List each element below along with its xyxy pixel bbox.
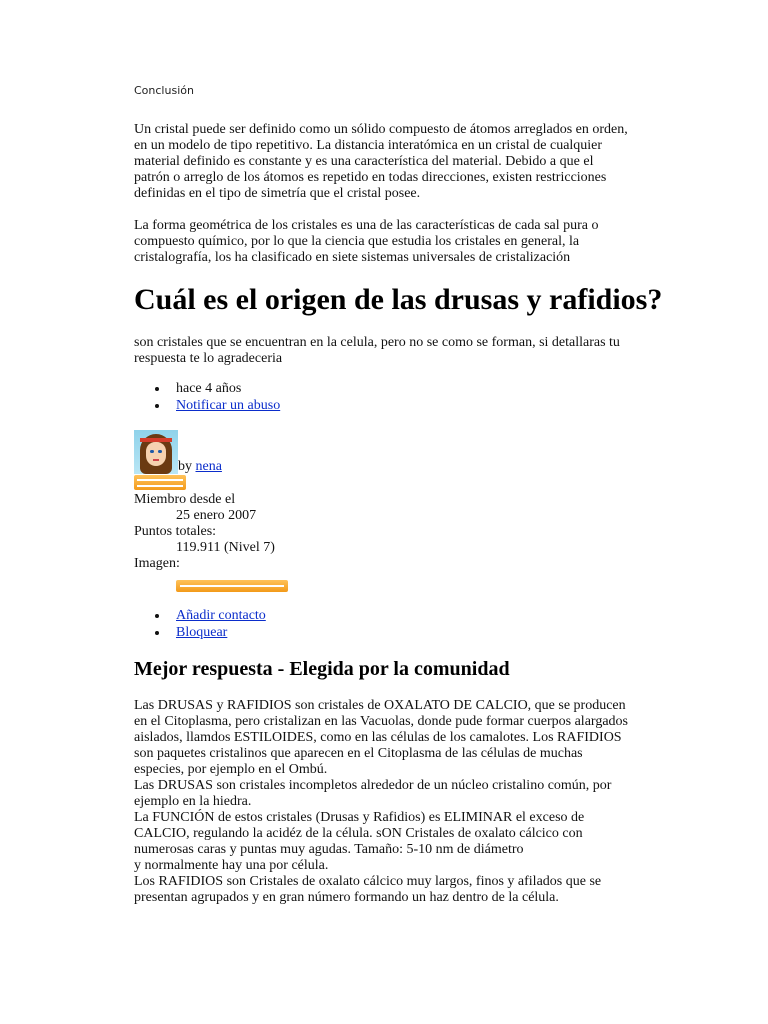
badge-stripe [137, 485, 183, 487]
avatar-face [146, 442, 166, 466]
author-profile [134, 492, 534, 572]
points-value: 119.911 (Nivel 7) [176, 540, 275, 555]
member-since-value: 25 enero 2007 [176, 508, 257, 523]
conclusion-paragraph-2: La forma geométrica de los cristales es una de las características de cada sal pura o compuesto químico, por lo que la ciencia que estudia los cristales en general, la cristalografía, los ha clasificado en siete sistemas universales de cristalización [134, 218, 599, 265]
time-ago [134, 380, 634, 397]
add-contact-link[interactable]: Añadir contacto [176, 608, 266, 623]
author-avatar[interactable] [134, 430, 178, 474]
conclusion-heading: Conclusión [134, 84, 194, 97]
best-answer-body: Las DRUSAS y RAFIDIOS son cristales de OXALATO DE CALCIO, que se producen en el Citoplasma, pero cristalizan en las Vacuolas, donde pude formar cuerpos alargados aislados, llamdos ESTILOIDES, como en las células de los camalotes. Los RAFIDIOS son paquetes cristalinos que aparecen en el Citoplasma de las células de muchas especies, por ejemplo en el Ombú. Las DRUSAS son cristales incompletos alrededor de un núcleo cristalino común, por ejemplo en la hiedra. La FUNCIÓN de estos cristales (Drusas y Rafidios) es ELIMINAR el exceso de CALCIO, regulando la acidéz de la célula. sON Cristales de oxalato cálcico con numerosas caras y puntas muy agudas. Tamaño: 5-10 nm de diámetro y normalmente hay una por célula. Los RAFIDIOS son Cristales de oxalato cálcico muy largos, finos y afilados que se presentan agrupados y en gran número formando un haz dentro de la célula. [134, 698, 628, 905]
question-body: son cristales que se encuentran en la celula, pero no se como se forman, si detallaras tu respuesta te lo agradeceria [134, 335, 620, 366]
avatar-lips [153, 459, 159, 461]
action-item [134, 624, 634, 641]
best-answer-title: Mejor respuesta - Elegida por la comunidad [134, 658, 510, 680]
action-item [134, 607, 634, 624]
by-label: by [178, 459, 192, 474]
collaborator-badge-icon [134, 475, 186, 490]
image-label: Imagen: [134, 556, 180, 571]
conclusion-paragraph-1: Un cristal puede ser definido como un sólido compuesto de átomos arreglados en orden, en un modelo de tipo repetitivo. La distancia interatómica en un cristal de cualquier material definido es constante y es una característica del material. Debido a que el patrón o arreglo de los átomos es repetido en todas direcciones, existen restricciones definidas en el tipo de simetría que el cristal posee. [134, 122, 628, 201]
avatar-eye-left [150, 450, 154, 453]
featured-collaborator-badge-icon [176, 580, 288, 592]
points-label: Puntos totales: [134, 524, 217, 539]
badge-stripe [137, 479, 183, 481]
time-ago-text: hace 4 años [176, 381, 242, 396]
author-actions-list [134, 607, 634, 641]
member-since-label: Miembro desde el [134, 492, 236, 507]
avatar-eye-right [158, 450, 162, 453]
question-title: Cuál es el origen de las drusas y rafidios? [134, 283, 663, 316]
author-name-link[interactable]: nena [195, 459, 222, 474]
report-abuse-link[interactable]: Notificar un abuso [176, 398, 281, 413]
author-byline [178, 459, 222, 475]
report-item [134, 397, 634, 414]
block-user-link[interactable]: Bloquear [176, 625, 228, 640]
question-meta-list [134, 380, 634, 414]
badge-stripe [180, 585, 284, 587]
